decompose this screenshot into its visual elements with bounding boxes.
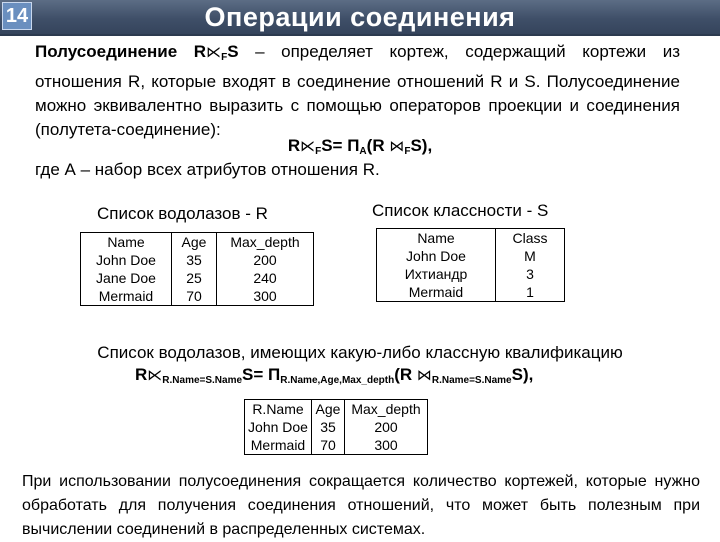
table-cell: 1 — [496, 283, 565, 302]
table-header-row — [245, 400, 428, 419]
table-cell: 300 — [217, 287, 314, 306]
where-line: где А – набор всех атрибутов отношения R. — [35, 160, 380, 179]
slide-title: Операции соединения — [204, 2, 516, 32]
result-caption: Список водолазов, имеющих какую-либо классную квалификацию — [97, 343, 623, 362]
header-cell: Name — [81, 233, 172, 252]
table-cell: Mermaid — [377, 283, 496, 302]
table-row — [377, 265, 565, 283]
header-divider — [0, 34, 720, 36]
header-cell: Max_depth — [217, 233, 314, 252]
formula-semijoin — [0, 136, 720, 157]
intro-paragraph — [35, 40, 680, 142]
closing-paragraph: При использовании полусоединения сокращается количество кортежей, которые нужно обработать для получения соединения отношений, что может быть полезным при вычислении соединений в распределенных системах. — [22, 473, 700, 538]
table-cell: 200 — [345, 418, 428, 436]
table-cell: 200 — [217, 251, 314, 269]
table-row — [245, 418, 428, 436]
header-cell: Max_depth — [345, 400, 428, 419]
semijoin-icon: ⋉ — [300, 137, 316, 155]
semijoin-icon: ⋉ — [147, 366, 163, 384]
formula-sub-a: A — [359, 146, 367, 157]
header-cell: Age — [312, 400, 345, 419]
formula-r: R — [287, 136, 301, 155]
semijoin-icon: ⋉ — [206, 43, 222, 61]
classes-caption: Список классности - S — [372, 201, 549, 220]
header-cell: R.Name — [245, 400, 312, 419]
join-icon: ⋈ — [389, 137, 405, 155]
table-row — [377, 283, 565, 302]
header-cell: Name — [377, 229, 496, 248]
table-cell: 35 — [172, 251, 217, 269]
semijoin-term: Полусоединение R — [35, 42, 207, 61]
table-cell: 70 — [312, 436, 345, 455]
classes-table — [376, 228, 565, 302]
table-row — [377, 247, 565, 265]
table-cell: Mermaid — [81, 287, 172, 306]
table-cell: 300 — [345, 436, 428, 455]
formula-projection: S= П — [242, 365, 281, 384]
semijoin-definition: – определяет кортеж, содержащий кортежи из отношения R, которые входят в соединение отношений R и S. Полусоединение можно эквивалентно выразить с помощью операторов проекции и соединения (полутета-соединение): — [35, 42, 680, 139]
formula-open: (R — [366, 136, 390, 155]
formula-sub-attributes: R.Name,Age,Max_depth — [280, 375, 395, 386]
table-cell: M — [496, 247, 565, 265]
formula-close: S), — [410, 136, 433, 155]
formula-projection: = П — [332, 136, 360, 155]
table-cell: Mermaid — [245, 436, 312, 455]
formula-sub-condition: R.Name=S.Name — [162, 375, 243, 386]
table-cell: John Doe — [81, 251, 172, 269]
table-row — [81, 287, 314, 306]
table-cell: Ихтиандр — [377, 265, 496, 283]
semijoin-term-rest: S — [227, 42, 239, 61]
table-row — [81, 269, 314, 287]
table-header-row — [81, 233, 314, 252]
formula-sub-f2: F — [404, 146, 411, 157]
table-cell: John Doe — [377, 247, 496, 265]
formula-open: (R — [394, 365, 417, 384]
divers-caption: Список водолазов - R — [97, 204, 268, 223]
table-cell: Jane Doe — [81, 269, 172, 287]
slide-number: 14 — [2, 2, 32, 30]
formula-sub-condition-2: R.Name=S.Name — [431, 375, 512, 386]
divers-table — [80, 232, 314, 306]
table-cell: 240 — [217, 269, 314, 287]
join-icon: ⋈ — [416, 366, 432, 384]
semijoin-condition: F — [221, 52, 228, 63]
formula-example — [135, 365, 533, 386]
table-cell: 35 — [312, 418, 345, 436]
table-cell: 25 — [172, 269, 217, 287]
table-header-row — [377, 229, 565, 248]
result-table — [244, 399, 428, 455]
header-cell: Age — [172, 233, 217, 252]
table-cell: 3 — [496, 265, 565, 283]
formula-sub-f: F — [315, 146, 322, 157]
table-row — [245, 436, 428, 455]
table-cell: 70 — [172, 287, 217, 306]
formula-close: S), — [511, 365, 534, 384]
formula-s: S — [321, 136, 333, 155]
header-cell: Class — [496, 229, 565, 248]
table-row — [81, 251, 314, 269]
formula-r: R — [135, 365, 148, 384]
table-cell: John Doe — [245, 418, 312, 436]
